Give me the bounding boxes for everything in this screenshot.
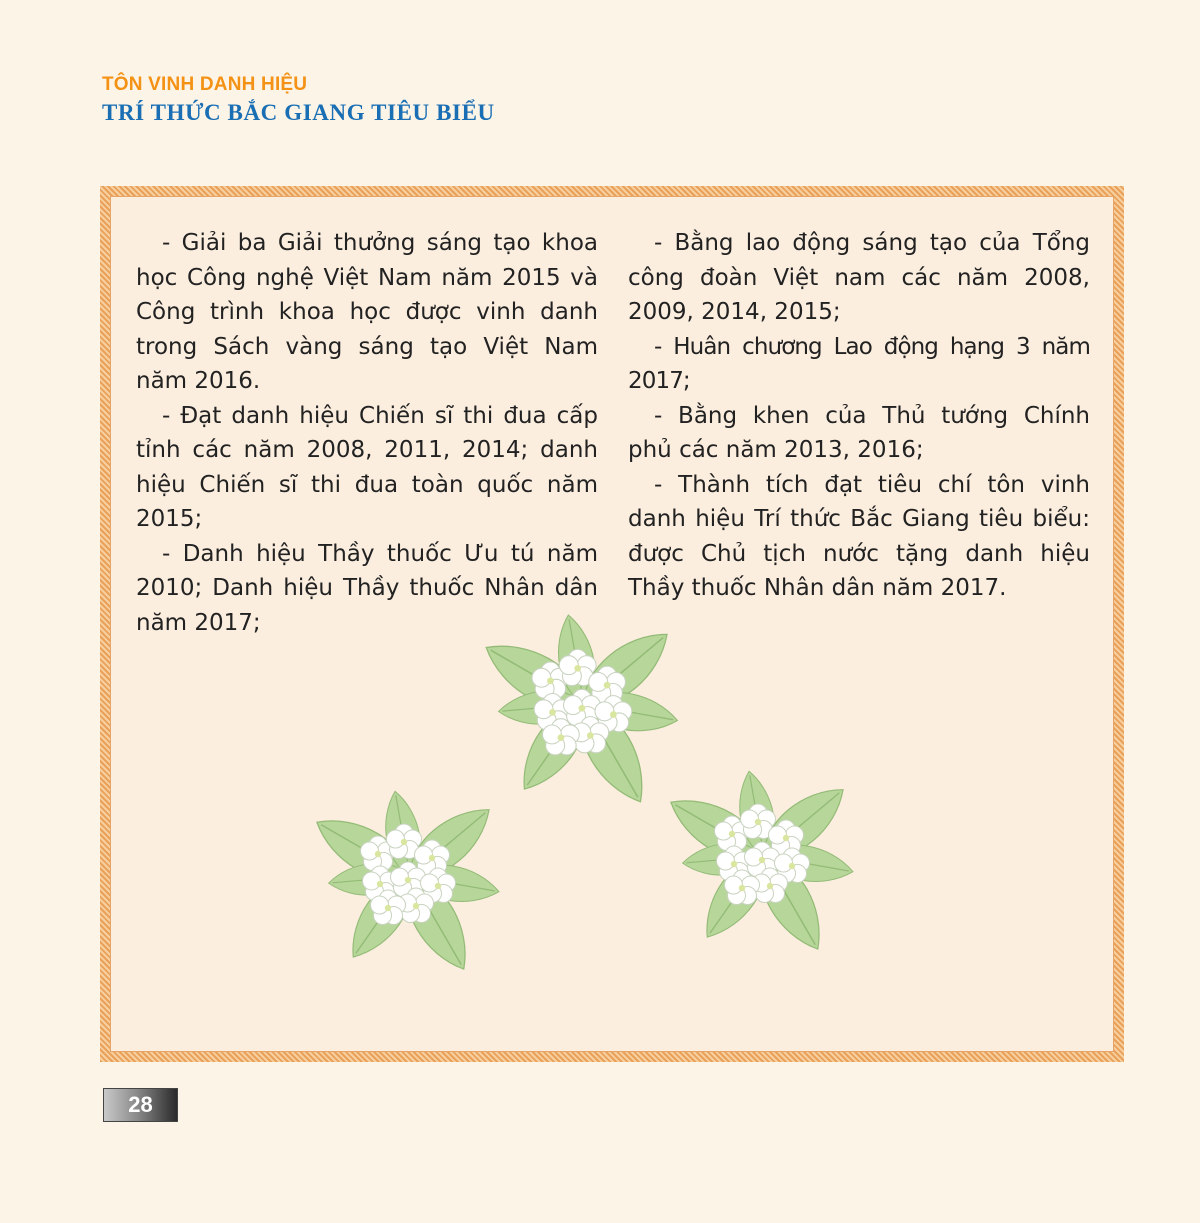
- flower-cluster-top: [475, 612, 680, 813]
- header-title-line1: TÔN VINH DANH HIỆU: [102, 74, 308, 95]
- paragraph: - Giải ba Giải thưởng sáng tạo khoa học Công nghệ Việt Nam năm 2015 và Công trình khoa học được vinh danh trong Sách vàng sáng tạo Việt Nam năm 2016.: [136, 230, 598, 394]
- right-column: [628, 226, 1090, 606]
- flower-illustration: [110, 196, 1114, 1052]
- flower-cluster-right: [661, 768, 856, 959]
- paragraph: - Danh hiệu Thầy thuốc Ưu tú năm 2010; Danh hiệu Thầy thuốc Nhân dân năm 2017;: [136, 540, 598, 636]
- flower-cluster-left: [307, 788, 502, 979]
- content-frame: [100, 186, 1124, 1062]
- paragraph: - Bằng lao động sáng tạo của Tổng công đoàn Việt nam các năm 2008, 2009, 2014, 2015;: [628, 230, 1090, 325]
- paragraph: - Huân chương Lao động hạng 3 năm 2017;: [628, 333, 1090, 394]
- paragraph: - Bằng khen của Thủ tướng Chính phủ các năm 2013, 2016;: [628, 402, 1090, 463]
- page-number: 28: [103, 1088, 178, 1122]
- page-header: [102, 74, 495, 126]
- paragraph: - Thành tích đạt tiêu chí tôn vinh danh hiệu Trí thức Bắc Giang tiêu biểu: được Chủ tịch nước tặng danh hiệu Thầy thuốc Nhân dân năm 2017.: [628, 471, 1090, 601]
- header-title-line2: TRÍ THỨC BẮC GIANG TIÊU BIỂU: [102, 100, 495, 125]
- paragraph: - Đạt danh hiệu Chiến sĩ thi đua cấp tỉnh các năm 2008, 2011, 2014; danh hiệu Chiến sĩ thi đua toàn quốc năm 2015;: [136, 402, 598, 532]
- left-column: [136, 226, 598, 640]
